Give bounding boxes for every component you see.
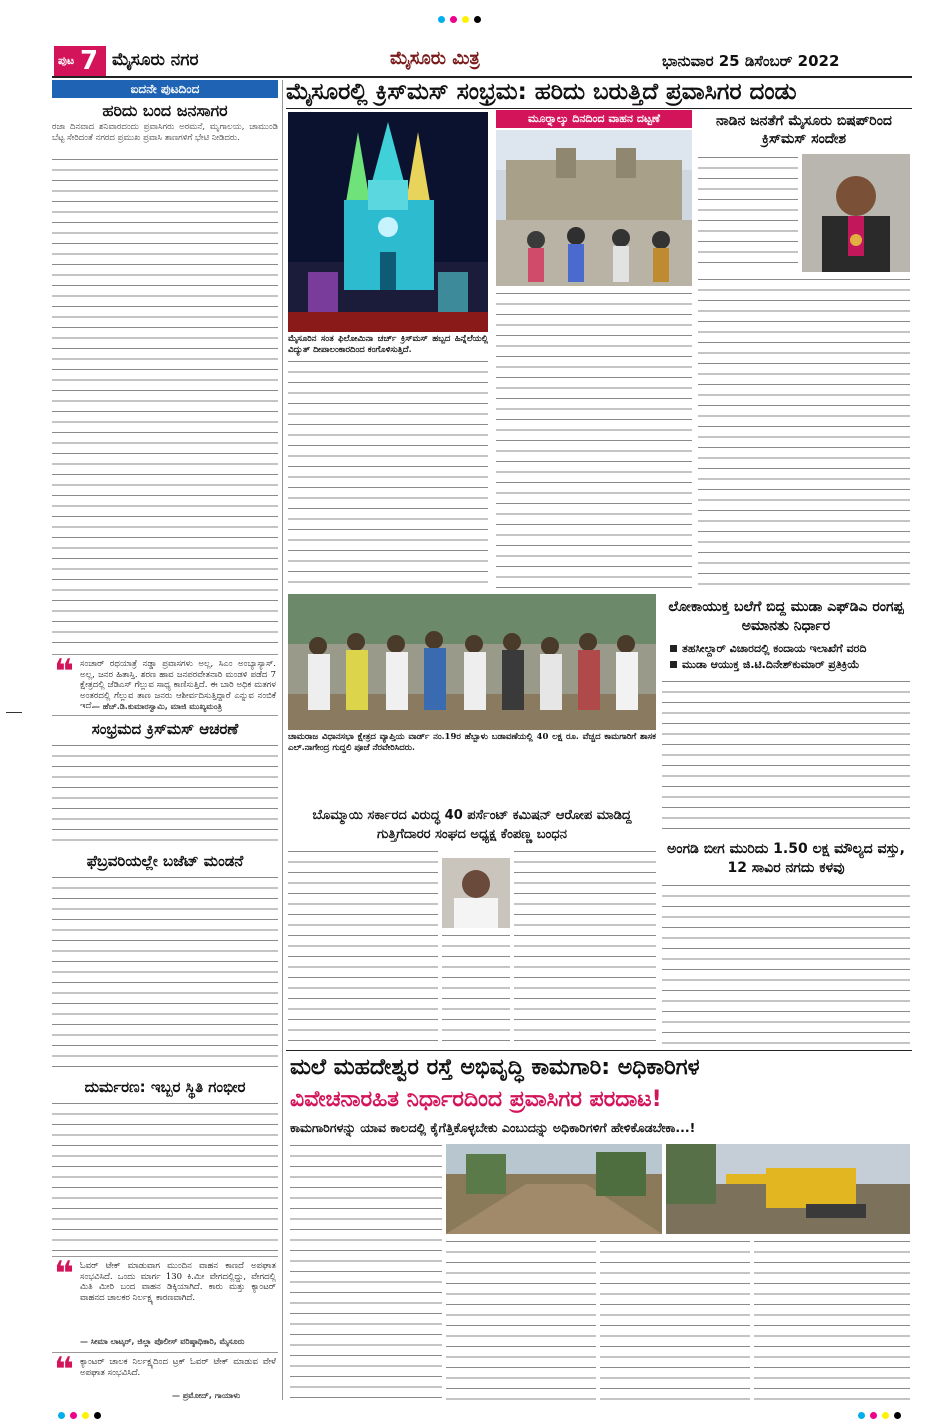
bullet-icon [670,645,677,652]
registration-dots-bottom [58,1404,106,1423]
quote3-attrib: — ಪ್ರಮೋದ್, ಗಾಯಾಳು [172,1391,241,1400]
lokayukta-bullet-2 [670,658,910,672]
arrest-body-right [514,848,656,1048]
registration-dots-bottom-right [858,1404,906,1423]
arrest-body-left [288,848,438,1048]
main-story-col2 [496,290,692,590]
story4-body [52,1100,278,1252]
arrest-title: ಬೊಮ್ಮಾಯಿ ಸರ್ಕಾರದ ವಿರುದ್ಧ 40 ಪರ್ಸೆಂಟ್ ಕಮಿಷನ್ ಆರೋಪ ಮಾಡಿದ್ದ ಗುತ್ತಿಗೆದಾರರ ಸಂಘದ ಅಧ್ಯಕ್ಷ ಕೆಂಪಣ್ಣ ಬಂಧನ [312,808,632,842]
quote1-attrib: — ಹೆಚ್.ಡಿ.ಕುಮಾರಸ್ವಾಮಿ, ಮಾಜಿ ಮುಖ್ಯಮಂತ್ರಿ [92,702,223,711]
bishop-title: ನಾಡಿನ ಜನತೆಗೆ ಮೈಸೂರು ಬಿಷಪ್‌ರಿಂದ ಕ್ರಿಸ್‌ಮಸ್ ಸಂದೇಶ [716,113,892,147]
arrest-body-bottom [442,932,510,1048]
quote-box-3 [52,1352,278,1403]
bottom-story-rule [286,1050,912,1051]
page-number: 7 [80,46,99,76]
palace-photo [496,130,692,286]
story3-title: ಫೆಬ್ರವರಿಯಲ್ಲೇ ಬಜೆಟ್ ಮಂಡನೆ [86,852,244,870]
bottom-body-col1 [290,1142,442,1402]
headline-rule [286,108,912,109]
lokayukta-title: ಲೋಕಾಯುಕ್ತ ಬಲೆಗೆ ಬಿದ್ದ ಮುಡಾ ಎಫ್‌ಡಿಎ ರಂಗಪ್ಪ ಅಮಾನತು ನಿರ್ಧಾರ [668,599,904,634]
continued-kicker: ಐದನೇ ಪುಟದಿಂದ [52,80,278,98]
bullet-icon [670,661,677,668]
church-photo [288,112,488,332]
quote-box-1 [52,654,278,716]
bishop-box [698,112,910,590]
road-photo-1 [446,1144,662,1234]
quote2-text: ಓವರ್ ಟೇಕ್ ಮಾಡುವಾಗ ಮುಂದಿನ ವಾಹನ ಕಾಣದೆ ಅಪಘಾತ ಸಂಭವಿಸಿದೆ. ಒಂದು ಮಾರ್ಗ 130 ಕಿ.ಮೀ ವೇಗದಲ್ಲಿದ್ದು, ವೇಗದಲ್ಲಿ ಮಿತಿ ಮೀರಿ ಬಂದ ವಾಹನ ಡಿಕ್ಕಿಯಾಗಿದೆ. ಕಾರು ಮತ್ತು ಕ್ಯಾಂಟರ್ ವಾಹನದ ಚಾಲಕರ ನಿರ್ಲಕ್ಷ್ಯ ಕಾರಣವಾಗಿದೆ. [80,1261,276,1303]
bottom-body-col3 [600,1238,750,1402]
bottom-body-col2 [446,1238,596,1402]
story3-body [52,874,278,1074]
bishop-photo [802,154,910,272]
newspaper-name: ಮೈಸೂರು ಮಿತ್ರ [390,48,480,69]
page-number-box [54,46,106,76]
group-photo [288,594,656,730]
quote2-attrib: — ಸೀಮಾ ಲಾಟ್ಕರ್, ಜಿಲ್ಲಾ ಪೊಲೀಸ್ ವರಿಷ್ಠಾಧಿಕಾರಿ, ಮೈಸೂರು [80,1337,245,1346]
page-label: ಪುಟ [58,54,75,67]
lokayukta-body [662,678,910,834]
bottom-headline-2: ವಿವೇಚನಾರಹಿತ ನಿರ್ಧಾರದಿಂದ ಪ್ರವಾಸಿಗರ ಪರದಾಟ! [290,1087,662,1112]
story2-title: ಸಂಭ್ರಮದ ಕ್ರಿಸ್‌ಮಸ್ ಆಚರಣೆ [91,720,239,738]
story1-body [52,156,278,650]
shop-theft-title: ಅಂಗಡಿ ಬೀಗ ಮುರಿದು 1.50 ಲಕ್ಷ ಮೌಲ್ಯದ ವಸ್ತು, 12 ಸಾವಿರ ನಗದು ಕಳವು [667,841,905,876]
shop-theft-body [662,882,910,1048]
quote3-text: ಕ್ಯಾಂಟರ್ ಚಾಲಕ ನಿರ್ಲಕ್ಷ್ಯದಿಂದ ಟ್ರಕ್ ಓವರ್ ಟೇಕ್ ಮಾಡುವ ವೇಳೆ ಅಪಘಾತ ಸಂಭವಿಸಿದೆ. [80,1357,276,1378]
group-caption: ಚಾಮರಾಜ ವಿಧಾನಸಭಾ ಕ್ಷೇತ್ರದ ವ್ಯಾಪ್ತಿಯ ವಾರ್ಡ್ ನಂ.19ರ ಹೆಬ್ಬಾಳು ಬಡಾವಣೆಯಲ್ಲಿ 40 ಲಕ್ಷ ರೂ. ವೆಚ್ಚದ ಕಾಮಗಾರಿಗೆ ಶಾಸಕ ಎಲ್.ನಾಗೇಂದ್ರ ಗುದ್ದಲಿ ಪೂಜೆ ನೆರವೇರಿಸಿದರು. [288,732,656,753]
story2-body [52,742,278,848]
bishop-body-top [698,154,798,272]
main-story-col1 [288,358,488,590]
quote1-text: ಸಂಚಾರ್ ರಥಯಾತ್ರೆ ನಡ್ಡಾ ಪ್ರವಾಸಗಳು ಅಲ್ಲ, ಸಿಎಂ ಅಂಬ್ಯಾಸ್ಯಾಸ್. ಅಲ್ಲ, ಜನರ ಹಿತಾಸ್ತಿ. ಶರಣ ಹಾವ ಜನಪರವೇತನಾರಿ ಮಂಡಳಿ ಪಡೆದ 7 ಕ್ಷೇತ್ರದಲ್ಲಿ ಜೆಡಿಎಸ್ ಗೆಲ್ಲುವ ಸಾಧ್ಯ ಕಾಣಿಸುತ್ತಿದೆ. ಈ ಬಾರಿ ಅಧಿಕ ಮತಗಳ ಅಂತರದಲ್ಲಿ ಗೆಲ್ಲುವ ತಾಣ ಜನರು ಆಶೀರ್ವದಿಸುತ್ತಿದ್ದಾರೆ ಎನ್ನುವ ನಂಬಿಕೆ ಇದೆ. [80,659,276,711]
bottom-headline-1: ಮಲೆ ಮಹದೇಶ್ವರ ರಸ್ತೆ ಅಭಿವೃದ್ಧಿ ಕಾಮಗಾರಿ: ಅಧಿಕಾರಿಗಳ [290,1055,700,1080]
quote-mark-icon-3: ❝ [54,1350,74,1390]
column-divider [282,80,283,1400]
story1-title: ಹರಿದು ಬಂದ ಜನಸಾಗರ [102,101,228,120]
quote-box-2 [52,1256,278,1351]
issue-date: ಭಾನುವಾರ 25 ಡಿಸೆಂಬರ್ 2022 [662,52,840,70]
church-caption: ಮೈಸೂರಿನ ಸಂತ ಫಿಲೋಮಿನಾ ಚರ್ಚ್ ಕ್ರಿಸ್‌ಮಸ್ ಹಬ್ಬದ ಹಿನ್ನೆಲೆಯಲ್ಲಿ ವಿದ್ಯುತ್ ದೀಪಾಲಂಕಾರದಿಂದ ಕಂಗೊಳಿಸುತ್ತಿದೆ. [288,334,488,355]
kempanna-photo [442,858,510,928]
story1-lede: ರಜಾ ದಿನವಾದ ಶನಿವಾರದಂದು ಪ್ರವಾಸಿಗರು ಅರಮನೆ, ಮೃಗಾಲಯ, ಚಾಮುಂಡಿ ಬೆಟ್ಟ ಸೇರಿದಂತೆ ನಗರದ ಪ್ರಮುಖ ಪ್ರವಾಸಿ ತಾಣಗಳಿಗೆ ಭೇಟಿ ನೀಡಿದರು. [52,122,278,143]
registration-dots-top [438,8,486,27]
road-photo-2 [666,1144,910,1234]
lokayukta-bullet-1-text: ತಹಸೀಲ್ದಾರ್ ವಿಚಾರದಲ್ಲಿ ಕಂದಾಯ ಇಲಾಖೆಗೆ ವರದಿ [682,642,867,655]
section-name: ಮೈಸೂರು ನಗರ [112,50,199,70]
lokayukta-bullet-1 [670,642,910,656]
bottom-body-col4 [754,1238,910,1402]
bottom-subhead: ಕಾಮಗಾರಿಗಳನ್ನು ಯಾವ ಕಾಲದಲ್ಲಿ ಕೈಗೆತ್ತಿಕೊಳ್ಳಬೇಕು ಎಂಬುದನ್ನು ಅಧಿಕಾರಿಗಳಿಗೆ ಹೇಳಿಕೊಡಬೇಕಾ...! [290,1120,696,1135]
story4-title: ದುರ್ಮರಣ: ಇಬ್ಬರ ಸ್ಥಿತಿ ಗಂಭೀರ [84,1078,246,1096]
photo2-tag: ಮೂರ್‍ನಾಲ್ಕು ದಿನದಿಂದ ವಾಹನ ದಟ್ಟಣೆ [496,110,692,128]
main-headline: ಮೈಸೂರಲ್ಲಿ ಕ್ರಿಸ್‌ಮಸ್ ಸಂಭ್ರಮ: ಹರಿದು ಬರುತ್ತಿದೆ ಪ್ರವಾಸಿಗರ ದಂಡು [286,79,797,105]
lokayukta-box [662,598,910,834]
quote-mark-icon: ❝ [54,652,74,692]
lokayukta-bullet-2-text: ಮುಡಾ ಆಯುಕ್ತ ಜಿ.ಟಿ.ದಿನೇಶ್‌ಕುಮಾರ್ ಪ್ರತಿಕ್ರಿಯೆ [682,658,860,671]
fold-mark [6,712,22,713]
quote-mark-icon-2: ❝ [54,1254,74,1294]
bishop-body [698,276,910,590]
